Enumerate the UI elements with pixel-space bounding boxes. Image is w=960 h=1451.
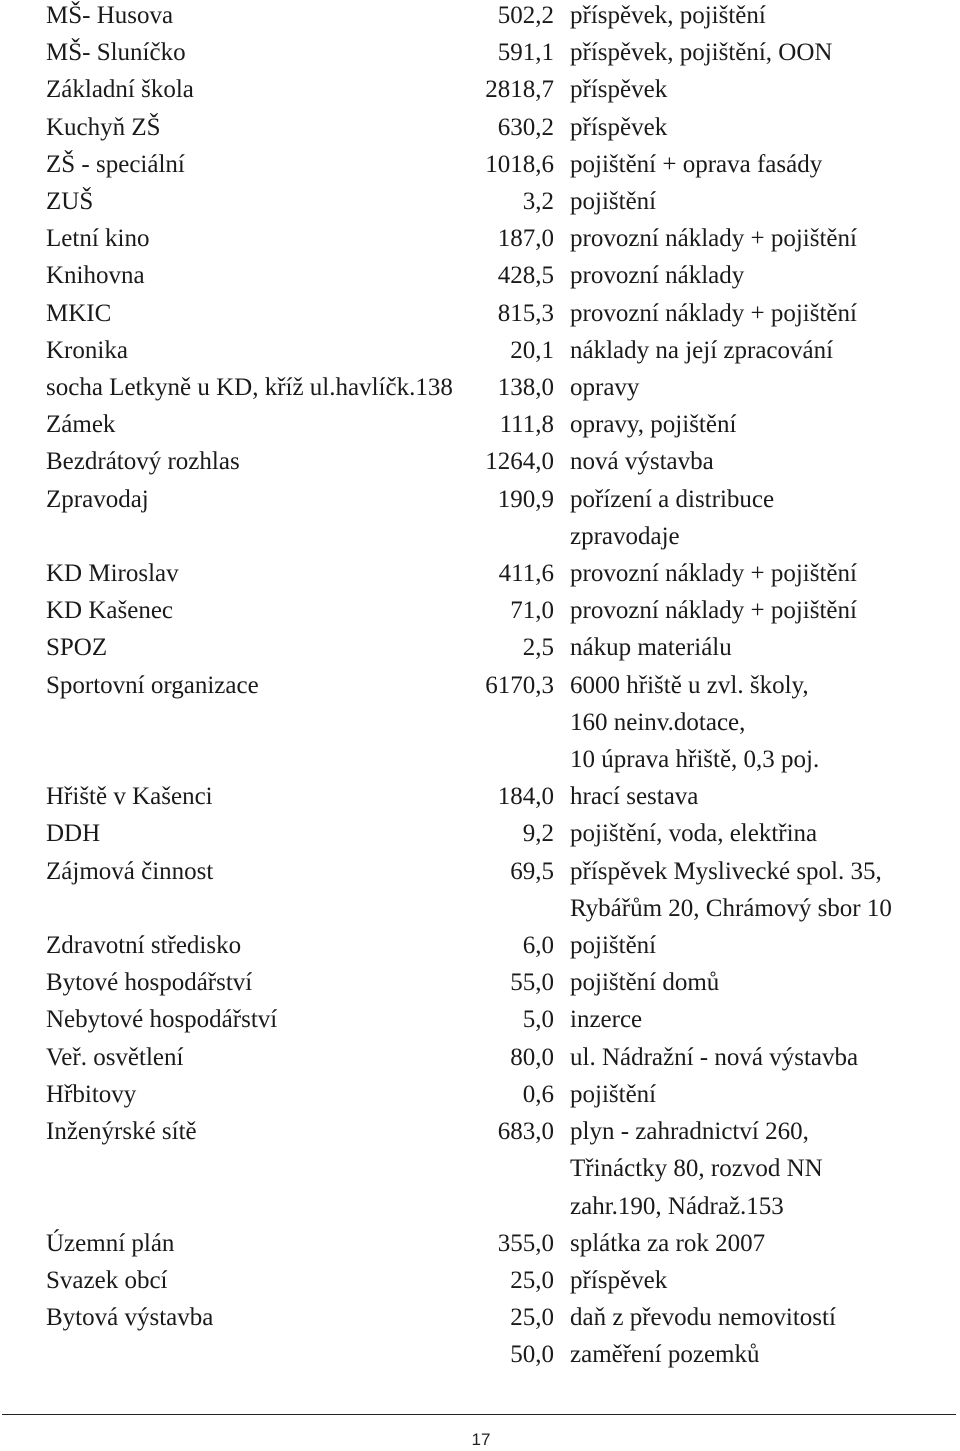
item-note	[570, 853, 956, 927]
item-amount: 1018,6	[485, 150, 554, 178]
budget-rows	[46, 0, 956, 1374]
item-amount: 411,6	[498, 560, 554, 588]
item-note	[570, 220, 956, 257]
item-name: Zájmová činnost	[46, 857, 214, 885]
table-row	[46, 592, 956, 629]
item-amount: 25,0	[510, 1304, 554, 1332]
item-note	[570, 1299, 956, 1336]
item-amount: 190,9	[497, 485, 554, 513]
table-row	[46, 1225, 956, 1262]
item-note	[570, 555, 956, 592]
budget-table	[46, 0, 956, 1374]
item-name: Bytové hospodářství	[46, 969, 253, 997]
item-name: Svazek obcí	[46, 1266, 168, 1294]
note-line: pojištění	[570, 1080, 657, 1108]
note-line: provozní náklady + pojištění	[570, 225, 857, 253]
item-amount: 355,0	[497, 1229, 554, 1257]
item-name: Základní škola	[46, 76, 194, 104]
item-note	[570, 71, 956, 108]
table-row	[46, 0, 956, 34]
item-name	[46, 1336, 478, 1373]
table-row	[46, 1001, 956, 1038]
table-row	[46, 295, 956, 332]
item-note	[570, 146, 956, 183]
item-name: ZUŠ	[46, 188, 94, 216]
table-row	[46, 815, 956, 852]
table-row	[46, 1113, 956, 1225]
item-name: socha Letkyně u KD, kříž ul.havlíčk.138	[46, 374, 453, 402]
note-line: provozní náklady + pojištění	[570, 299, 857, 327]
item-amount: 187,0	[497, 225, 554, 253]
item-name: Letní kino	[46, 225, 150, 253]
note-line: příspěvek, pojištění	[570, 2, 766, 29]
item-name: DDH	[46, 820, 101, 848]
item-note	[570, 927, 956, 964]
item-amount: 5,0	[522, 1006, 554, 1034]
item-amount: 683,0	[497, 1118, 554, 1146]
item-note	[570, 0, 956, 34]
table-row	[46, 220, 956, 257]
item-note	[570, 1113, 956, 1225]
item-name: Kronika	[46, 336, 128, 364]
item-amount: 111,8	[499, 411, 554, 439]
item-name: Bytová výstavba	[46, 1304, 214, 1332]
note-line: příspěvek	[570, 1266, 668, 1294]
table-row	[46, 778, 956, 815]
table-row	[46, 34, 956, 71]
item-name: Bezdrátový rozhlas	[46, 448, 240, 476]
item-name: Zámek	[46, 411, 116, 439]
item-note	[570, 778, 956, 815]
item-name: Hřiště v Kašenci	[46, 783, 213, 811]
item-note	[570, 406, 956, 443]
note-line: příspěvek, pojištění, OON	[570, 39, 833, 67]
item-name: KD Miroslav	[46, 560, 179, 588]
item-amount: 69,5	[510, 857, 554, 885]
note-line: ul. Nádražní - nová výstavba	[570, 1043, 859, 1071]
item-note	[570, 369, 956, 406]
item-amount: 25,0	[510, 1266, 554, 1294]
item-note	[570, 1001, 956, 1038]
table-row	[46, 1262, 956, 1299]
item-name: Nebytové hospodářství	[46, 1006, 278, 1034]
note-line: provozní náklady + pojištění	[570, 597, 857, 625]
item-name: MKIC	[46, 299, 112, 327]
table-row	[46, 1076, 956, 1113]
item-name: Knihovna	[46, 262, 145, 290]
note-line: nová výstavba	[570, 448, 714, 476]
item-note	[570, 964, 956, 1001]
item-amount: 1264,0	[485, 448, 554, 476]
note-line: příspěvek	[570, 76, 668, 104]
item-note	[570, 629, 956, 666]
item-amount: 6170,3	[485, 671, 554, 699]
item-amount: 9,2	[522, 820, 554, 848]
note-line: pojištění domů	[570, 969, 720, 997]
note-line: pojištění	[570, 932, 657, 960]
item-amount: 815,3	[497, 299, 554, 327]
item-amount: 428,5	[497, 262, 554, 290]
item-name: SPOZ	[46, 634, 108, 662]
item-name: Územní plán	[46, 1229, 175, 1257]
table-row	[46, 481, 956, 555]
item-note	[570, 1076, 956, 1113]
table-row	[46, 369, 956, 406]
note-line: 6000 hřiště u zvl. školy,	[570, 671, 809, 699]
note-line: splátka za rok 2007	[570, 1229, 766, 1257]
item-name: Zdravotní středisko	[46, 932, 242, 960]
item-note	[570, 332, 956, 369]
note-line: 10 úprava hřiště, 0,3 poj.	[570, 746, 820, 774]
table-row	[46, 71, 956, 108]
table-row	[46, 257, 956, 294]
table-row	[46, 964, 956, 1001]
note-line: zpravodaje	[570, 522, 680, 550]
item-amount: 591,1	[497, 39, 554, 67]
table-row	[46, 927, 956, 964]
table-row	[46, 667, 956, 779]
item-name: Veř. osvětlení	[46, 1043, 184, 1071]
item-amount: 6,0	[522, 932, 554, 960]
note-line: inzerce	[570, 1006, 643, 1034]
note-line: 160 neinv.dotace,	[570, 708, 746, 736]
note-line: příspěvek	[570, 113, 668, 141]
note-line: pojištění	[570, 188, 657, 216]
item-amount: 184,0	[497, 783, 554, 811]
item-note	[570, 443, 956, 480]
item-name: KD Kašenec	[46, 597, 174, 625]
table-row	[46, 146, 956, 183]
note-line: provozní náklady + pojištění	[570, 560, 857, 588]
item-name: Hřbitovy	[46, 1080, 137, 1108]
item-amount: 3,2	[522, 188, 554, 216]
item-note	[570, 183, 956, 220]
item-amount: 55,0	[510, 969, 554, 997]
item-note	[570, 667, 956, 779]
page-number: 17	[471, 1430, 491, 1449]
note-line: hrací sestava	[570, 783, 699, 811]
item-amount: 20,1	[510, 336, 554, 364]
item-name: MŠ- Sluníčko	[46, 39, 186, 67]
item-name: MŠ- Husova	[46, 2, 174, 29]
item-amount: 2818,7	[485, 76, 554, 104]
item-note	[570, 109, 956, 146]
note-line: daň z převodu nemovitostí	[570, 1304, 836, 1332]
item-name: Inženýrské sítě	[46, 1118, 197, 1146]
table-row	[46, 629, 956, 666]
item-amount: 0,6	[522, 1080, 554, 1108]
item-note	[570, 1336, 956, 1373]
item-amount: 71,0	[510, 597, 554, 625]
note-line: náklady na její zpracování	[570, 336, 834, 364]
note-line: nákup materiálu	[570, 634, 732, 662]
item-name: Zpravodaj	[46, 485, 149, 513]
item-amount: 138,0	[497, 374, 554, 402]
footer-divider	[2, 1414, 956, 1415]
item-note	[570, 295, 956, 332]
note-line: pojištění + oprava fasády	[570, 150, 823, 178]
table-row	[46, 1039, 956, 1076]
item-note	[570, 34, 956, 71]
item-name: ZŠ - speciální	[46, 150, 185, 178]
item-amount: 80,0	[510, 1043, 554, 1071]
table-row	[46, 853, 956, 927]
item-name: Kuchyň ZŠ	[46, 113, 161, 141]
note-line: zahr.190, Nádraž.153	[570, 1192, 784, 1220]
item-note	[570, 1225, 956, 1262]
note-line: příspěvek Myslivecké spol. 35,	[570, 857, 882, 885]
note-line: opravy, pojištění	[570, 411, 737, 439]
table-row	[46, 406, 956, 443]
item-note	[570, 1039, 956, 1076]
note-line: plyn - zahradnictví 260,	[570, 1118, 809, 1146]
item-note	[570, 1262, 956, 1299]
item-note	[570, 481, 956, 555]
note-line: pořízení a distribuce	[570, 485, 775, 513]
item-name: Sportovní organizace	[46, 671, 259, 699]
note-line: Rybářům 20, Chrámový sbor 10	[570, 894, 892, 922]
table-row	[46, 443, 956, 480]
note-line: zaměření pozemků	[570, 1341, 760, 1369]
item-note	[570, 257, 956, 294]
table-row	[46, 1299, 956, 1336]
table-row	[46, 183, 956, 220]
note-line: pojištění, voda, elektřina	[570, 820, 818, 848]
item-amount: 50,0	[510, 1341, 554, 1369]
note-line: provozní náklady	[570, 262, 745, 290]
item-note	[570, 592, 956, 629]
table-row	[46, 332, 956, 369]
note-line: opravy	[570, 374, 640, 402]
table-row	[46, 1336, 956, 1373]
item-note	[570, 815, 956, 852]
item-amount: 502,2	[497, 2, 554, 29]
note-line: Třináctky 80, rozvod NN	[570, 1155, 823, 1183]
table-row	[46, 555, 956, 592]
item-amount: 2,5	[522, 634, 554, 662]
table-row	[46, 109, 956, 146]
item-amount: 630,2	[497, 113, 554, 141]
